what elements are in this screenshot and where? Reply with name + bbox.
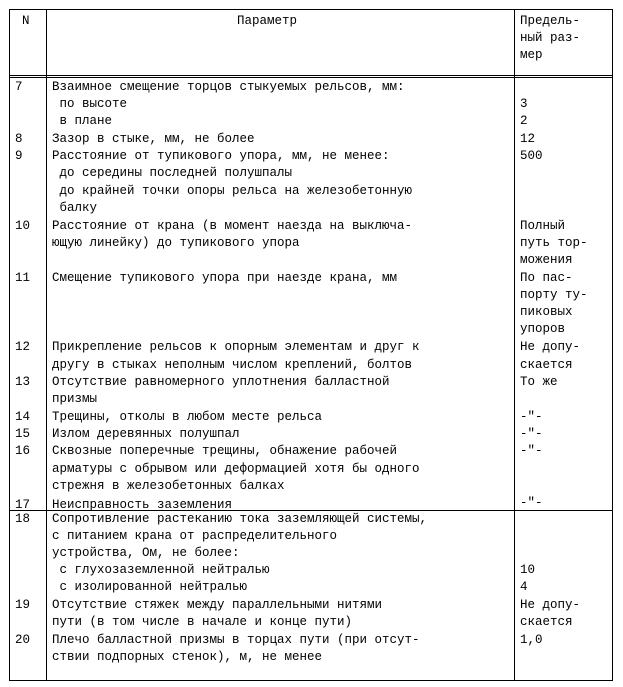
- row-number: 19: [15, 598, 31, 612]
- row-value-line: 4: [520, 580, 528, 594]
- row-param-line: Отсутствие стяжек между параллельными нитями: [52, 598, 383, 612]
- row-param-line: с изолированной нейтралью: [52, 580, 248, 594]
- row-value-line: 3: [520, 97, 528, 111]
- row-value-line: 500: [520, 149, 543, 163]
- row-param-line: Отсутствие равномерного уплотнения балластной: [52, 375, 390, 389]
- row-param-line: другу в стыках неполным числом креплений, болтов: [52, 358, 413, 372]
- row-number: 14: [15, 410, 31, 424]
- row-value-line: 10: [520, 563, 536, 577]
- row-value-line: пиковых: [520, 305, 573, 319]
- header-separator: [9, 75, 613, 76]
- row-value-line: скается: [520, 615, 573, 629]
- row-value-line: По пас-: [520, 271, 573, 285]
- row-param-line: в плане: [52, 114, 113, 128]
- row-value-line: 1,0: [520, 633, 543, 647]
- row-param-line: Трещины, отколы в любом месте рельса: [52, 410, 323, 424]
- row-param-line: Расстояние от тупикового упора, мм, не менее:: [52, 149, 390, 163]
- table-border-bottom: [9, 680, 613, 681]
- row-value-line: То же: [520, 375, 558, 389]
- row-value-line: Не допу-: [520, 598, 581, 612]
- row-number: 13: [15, 375, 31, 389]
- row-number: 20: [15, 633, 31, 647]
- row-param-line: Сквозные поперечные трещины, обнажение рабочей: [52, 444, 398, 458]
- table-border-left: [9, 9, 10, 681]
- row-param-line: до середины последней полушпалы: [52, 166, 293, 180]
- row-number: 8: [15, 132, 23, 146]
- row-number: 10: [15, 219, 31, 233]
- row-value-line: -"-: [520, 427, 543, 441]
- row-param-line: до крайней точки опоры рельса на железобетонную: [52, 184, 413, 198]
- row-param-line: ющую линейку) до тупикового упора: [52, 236, 300, 250]
- row-value-line: -"-: [520, 410, 543, 424]
- row-param-line: Плечо балластной призмы в торцах пути (при отсут-: [52, 633, 420, 647]
- row-param-line: Зазор в стыке, мм, не более: [52, 132, 255, 146]
- table-border-right: [612, 9, 613, 681]
- row-value-line: 12: [520, 132, 536, 146]
- row-param-line: устройства, Ом, не более:: [52, 546, 240, 560]
- header-parameter: Параметр: [237, 14, 298, 28]
- row-param-line: Расстояние от крана (в момент наезда на выключа-: [52, 219, 413, 233]
- row-param-line: по высоте: [52, 97, 128, 111]
- row-number: 18: [15, 512, 31, 526]
- row-param-line: Взаимное смещение торцов стыкуемых рельсов, мм:: [52, 80, 405, 94]
- row-param-line: призмы: [52, 392, 98, 406]
- row-value-line: путь тор-: [520, 236, 588, 250]
- row-param-line: Неисправность заземления: [52, 498, 233, 512]
- column-divider-param: [514, 9, 515, 681]
- row-number: 15: [15, 427, 31, 441]
- row-value-line: -"-: [520, 444, 543, 458]
- row-value-line: порту ту-: [520, 288, 588, 302]
- header-limit-line-3: мер: [520, 48, 543, 62]
- row-value-line: 2: [520, 114, 528, 128]
- row-value-line: скается: [520, 358, 573, 372]
- column-divider-n: [46, 9, 47, 681]
- row-number: 7: [15, 80, 23, 94]
- row-param-line: с питанием крана от распределительного: [52, 529, 338, 543]
- header-limit-line-2: ный раз-: [520, 31, 581, 45]
- row-value-line: можения: [520, 253, 573, 267]
- row-number: 16: [15, 444, 31, 458]
- row-value-line: Полный: [520, 219, 566, 233]
- row-value-line: упоров: [520, 322, 566, 336]
- row-param-line: с глухозаземленной нейтралью: [52, 563, 270, 577]
- row-param-line: ствии подпорных стенок), м, не менее: [52, 650, 323, 664]
- row-param-line: Смещение тупикового упора при наезде крана, мм: [52, 271, 398, 285]
- header-separator-2: [9, 77, 613, 78]
- table-border-top: [9, 9, 613, 10]
- row-param-line: Излом деревянных полушпал: [52, 427, 240, 441]
- header-n: N: [22, 14, 30, 28]
- row-value-line: -"-: [520, 496, 543, 510]
- row-param-line: пути (в том числе в начале и конце пути): [52, 615, 353, 629]
- row-param-line: Сопротивление растеканию тока заземляющей системы,: [52, 512, 428, 526]
- header-limit-line-1: Предель-: [520, 14, 581, 28]
- row-param-line: арматуры с обрывом или деформацией хотя бы одного: [52, 462, 420, 476]
- row-param-line: балку: [52, 201, 98, 215]
- row-number: 9: [15, 149, 23, 163]
- row-param-line: стрежня в железобетонных балках: [52, 479, 285, 493]
- row-number: 17: [15, 498, 31, 512]
- row-param-line: Прикрепление рельсов к опорным элементам и друг к: [52, 340, 420, 354]
- row-value-line: Не допу-: [520, 340, 581, 354]
- row-number: 11: [15, 271, 31, 285]
- row-number: 12: [15, 340, 31, 354]
